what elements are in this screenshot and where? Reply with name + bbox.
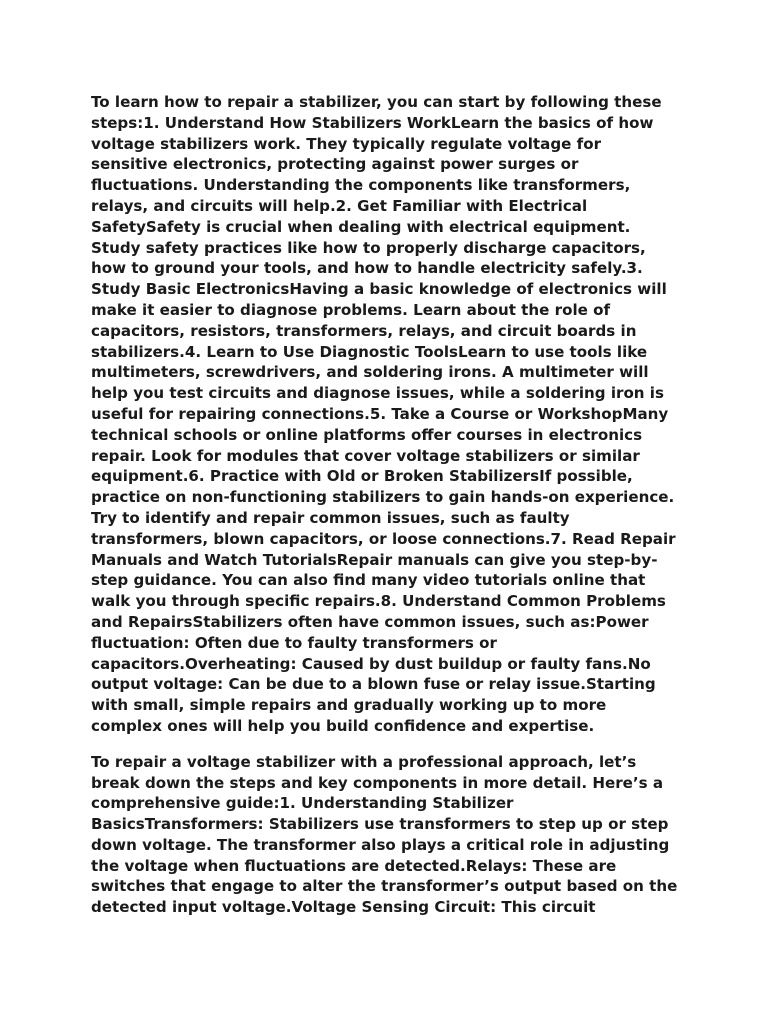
paragraph-1: To learn how to repair a stabilizer, you can start by following these steps:1. Understand How Stabilizers WorkLearn the basics of how voltage stabilizers work. They typically regulate voltage for sensitive electronics, protecting against power surges or fluctuations. Understanding the components like transformers, relays, and circuits will help.2. Get Familiar with Electrical SafetySafety is crucial when dealing with electrical equipment. Study safety practices like how to properly discharge capacitors, how to ground your tools, and how to handle electricity safely.3. Study Basic ElectronicsHaving a basic knowledge of electronics will make it easier to diagnose problems. Learn about the role of capacitors, resistors, transformers, relays, and circuit boards in stabilizers.4. Learn to Use Diagnostic ToolsLearn to use tools like multimeters, screwdrivers, and soldering irons. A multimeter will help you test circuits and diagnose issues, while a soldering iron is useful for repairing connections.5. Take a Course or WorkshopMany technical schools or online platforms offer courses in electronics repair. Look for modules that cover voltage stabilizers or similar equipment.6. Practice with Old or Broken StabilizersIf possible, practice on non-functioning stabilizers to gain hands-on experience. Try to identify and repair common issues, such as faulty transformers, blown capacitors, or loose connections.7. Read Repair Manuals and Watch TutorialsRepair manuals can give you step-by-step guidance. You can also find many video tutorials online that walk you through specific repairs.8. Understand Common Problems and RepairsStabilizers often have common issues, such as:Power fluctuation: Often due to faulty transformers or capacitors.Overheating: Caused by dust buildup or faulty fans.No output voltage: Can be due to a blown fuse or relay issue.Starting with small, simple repairs and gradually working up to more complex ones will help you build confidence and expertise. (91, 93, 676, 735)
document-body (91, 92, 681, 933)
paragraph-2: To repair a voltage stabilizer with a professional approach, let’s break down the steps and key components in more detail. Here’s a comprehensive guide:1. Understanding Stabilizer BasicsTransformers: Stabilizers use transformers to step up or step down voltage. The transformer also plays a critical role in adjusting the voltage when fluctuations are detected.Relays: These are switches that engage to alter the transformer’s output based on the detected input voltage.Voltage Sensing Circuit: This circuit (91, 752, 678, 917)
